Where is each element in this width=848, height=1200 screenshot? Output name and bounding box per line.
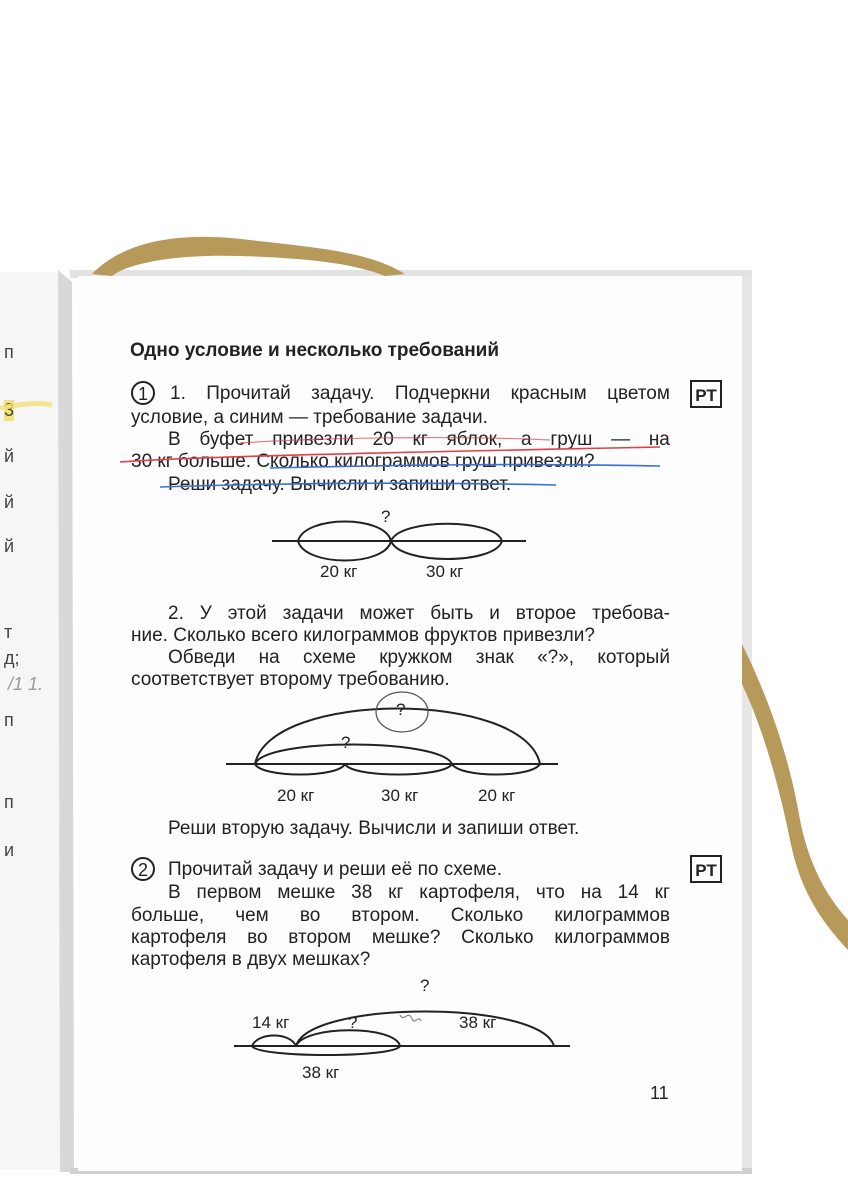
task2-line-4 — [131, 927, 670, 949]
scheme1-label-a: 20 кг — [320, 562, 358, 581]
word: больше, — [131, 905, 205, 926]
word: Сколько — [461, 927, 534, 948]
left-page-fragment: д; — [4, 648, 20, 668]
task-number-1: 1 — [131, 381, 155, 405]
word: Сколько — [450, 905, 524, 926]
word: В — [168, 882, 181, 903]
scheme2-question-outer: ? — [396, 700, 406, 719]
word: задачу. — [311, 383, 375, 404]
scheme2-label-b: 30 кг — [381, 786, 419, 805]
left-page-fragment: й — [4, 536, 15, 556]
word: который — [597, 647, 670, 668]
word: 20 — [372, 429, 394, 450]
rt-badge: РТ — [690, 380, 722, 408]
left-page-fragment: и — [4, 840, 15, 860]
word: что — [535, 882, 565, 903]
word: груш — [550, 429, 593, 450]
left-page-fragment: /1 1. — [8, 674, 44, 694]
word: на — [258, 647, 280, 668]
task1-line-4: 30 кг больше. Сколько килограммов груш привезли? — [131, 451, 595, 472]
rt-badge: РТ — [690, 855, 722, 883]
task1-part2-line-1 — [168, 603, 670, 625]
word: схеме — [302, 647, 356, 668]
task1-line-5: Реши задачу. Вычисли и запиши ответ. — [168, 474, 512, 495]
left-page-fragment: й — [4, 492, 15, 512]
scheme2-label-c: 20 кг — [478, 786, 516, 805]
word: задачи — [282, 603, 344, 624]
word: во — [247, 927, 268, 948]
word: красным — [510, 383, 587, 404]
word: 14 — [617, 882, 639, 903]
left-page-fragment: й — [4, 446, 15, 466]
word: привезли — [272, 429, 354, 450]
word: килограммов — [554, 905, 670, 926]
task1-part2-line-4: соответствует второму требованию. — [131, 669, 450, 690]
word: а — [521, 429, 532, 450]
task2-line-3 — [131, 905, 670, 927]
word: второе — [515, 603, 577, 624]
task1-part2-line-2: ние. Сколько всего килограммов фруктов привезли? — [131, 625, 595, 646]
task-number-2: 2 — [131, 857, 155, 881]
task2-line-1: Прочитай задачу и реши её по схеме. — [168, 859, 502, 880]
word: быть — [430, 603, 474, 624]
word: кг — [654, 882, 670, 903]
word: кружком — [379, 647, 453, 668]
word: килограммов — [554, 927, 670, 948]
task1-line-2: условие, а синим — требование задачи. — [131, 407, 488, 428]
scheme3-label-38-bottom: 38 кг — [302, 1063, 340, 1082]
scheme3-question-outer: ? — [420, 976, 430, 995]
task2-line-5: картофеля в двух мешках? — [131, 949, 371, 970]
word: «?», — [537, 647, 575, 668]
word: на — [648, 429, 670, 450]
left-page-fragment: т — [4, 622, 13, 642]
word: — — [611, 429, 631, 450]
word: яблок, — [446, 429, 503, 450]
word: мешке? — [371, 927, 441, 948]
word: 38 — [351, 882, 373, 903]
task1-line-1 — [170, 383, 670, 405]
word: мешке — [277, 882, 336, 903]
scheme3-question-inner: ? — [348, 1013, 358, 1032]
left-page-fragment: п — [4, 710, 14, 730]
word: кг — [412, 429, 428, 450]
word: картофеля, — [419, 882, 521, 903]
task1-line-3 — [168, 429, 670, 451]
scheme3-label-14: 14 кг — [252, 1013, 290, 1032]
page-number: 11 — [650, 1083, 669, 1103]
word: буфет — [199, 429, 254, 450]
word: первом — [196, 882, 262, 903]
scheme1-label-b: 30 кг — [426, 562, 464, 581]
word: знак — [475, 647, 514, 668]
word: втором — [288, 927, 352, 948]
scheme3-label-38-top: 38 кг — [459, 1013, 497, 1032]
word: во — [299, 905, 321, 926]
word: цветом — [607, 383, 670, 404]
word: Обведи — [168, 647, 236, 668]
word: картофеля — [131, 927, 227, 948]
word: В — [168, 429, 181, 450]
word: втором. — [351, 905, 420, 926]
word: 2. — [168, 603, 184, 624]
word: на — [580, 882, 602, 903]
page-title: Одно условие и несколько требований — [130, 340, 500, 361]
scheme2-label-a: 20 кг — [277, 786, 315, 805]
left-page-fragment: п — [4, 342, 14, 362]
word: 1. — [170, 383, 186, 404]
word: Подчеркни — [394, 383, 491, 404]
scheme1-question-mark: ? — [381, 507, 391, 526]
task1-part2-line-3 — [168, 647, 670, 669]
word: и — [489, 603, 500, 624]
word: требова- — [592, 603, 670, 624]
word: кг — [388, 882, 404, 903]
left-page-fragment: п — [4, 792, 14, 812]
task2-line-2 — [168, 882, 670, 904]
word: этой — [227, 603, 267, 624]
word: У — [199, 603, 212, 624]
left-page-fragment: 3 — [4, 400, 15, 420]
word: чем — [235, 905, 269, 926]
task1-final-line: Реши вторую задачу. Вычисли и запиши ответ. — [168, 818, 580, 839]
scheme2-question-inner: ? — [341, 733, 351, 752]
word: может — [359, 603, 415, 624]
word: Прочитай — [206, 383, 291, 404]
